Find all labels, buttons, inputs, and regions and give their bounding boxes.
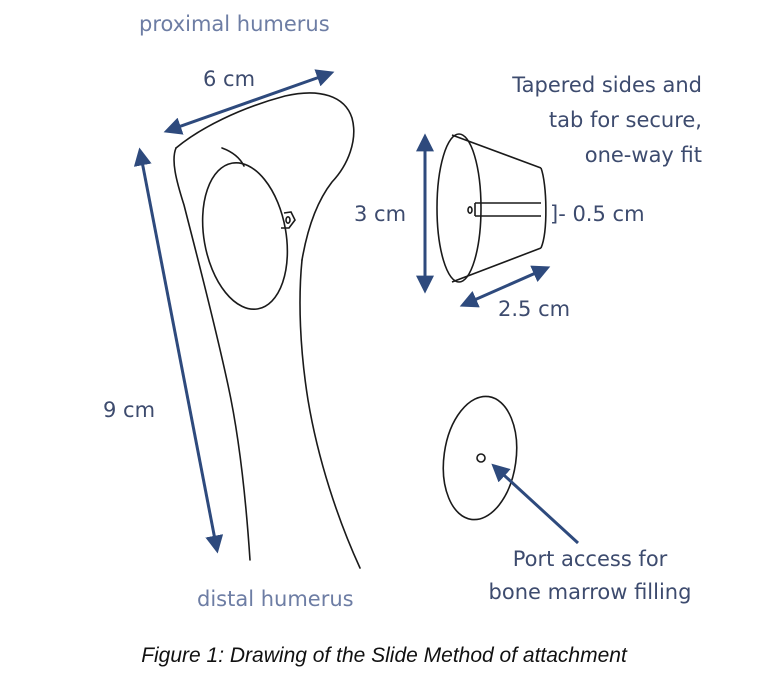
attachment-plate xyxy=(192,156,298,316)
proximal-humerus-label: proximal humerus xyxy=(139,12,330,36)
plate-tab-hole xyxy=(286,217,290,223)
arrow-9cm xyxy=(140,151,217,550)
tapered-sides-label-line3: one-way fit xyxy=(584,143,702,167)
length-9cm-label: 9 cm xyxy=(103,398,156,422)
cap-tab-slot xyxy=(475,203,541,216)
plate-ellipse xyxy=(192,156,298,316)
cap-top-side xyxy=(452,135,541,168)
port-outline xyxy=(436,392,525,525)
tapered-cap xyxy=(437,134,546,282)
arrow-port xyxy=(494,466,578,543)
distal-humerus-label: distal humerus xyxy=(197,587,354,611)
figure-caption: Figure 1: Drawing of the Slide Method of attachment xyxy=(141,644,627,667)
tapered-sides-label-line2: tab for secure, xyxy=(548,108,702,132)
port-hole xyxy=(477,454,485,462)
depth-25cm-label: 2.5 cm xyxy=(498,297,571,321)
port-oval xyxy=(436,392,525,525)
humerus-bone xyxy=(174,93,360,568)
humerus-outline-right xyxy=(300,260,360,568)
cap-tab-hole xyxy=(468,207,472,213)
humerus-outline-left xyxy=(174,148,250,560)
width-6cm-label: 6 cm xyxy=(203,67,256,91)
tab-05cm-label: ]- 0.5 cm xyxy=(550,202,645,226)
tapered-sides-label-line1: Tapered sides and xyxy=(512,73,702,97)
cap-back-face xyxy=(541,168,546,248)
port-access-label-line2: bone marrow filling xyxy=(488,580,692,604)
port-access-label-line1: Port access for xyxy=(512,547,668,571)
height-3cm-label: 3 cm xyxy=(354,202,407,226)
